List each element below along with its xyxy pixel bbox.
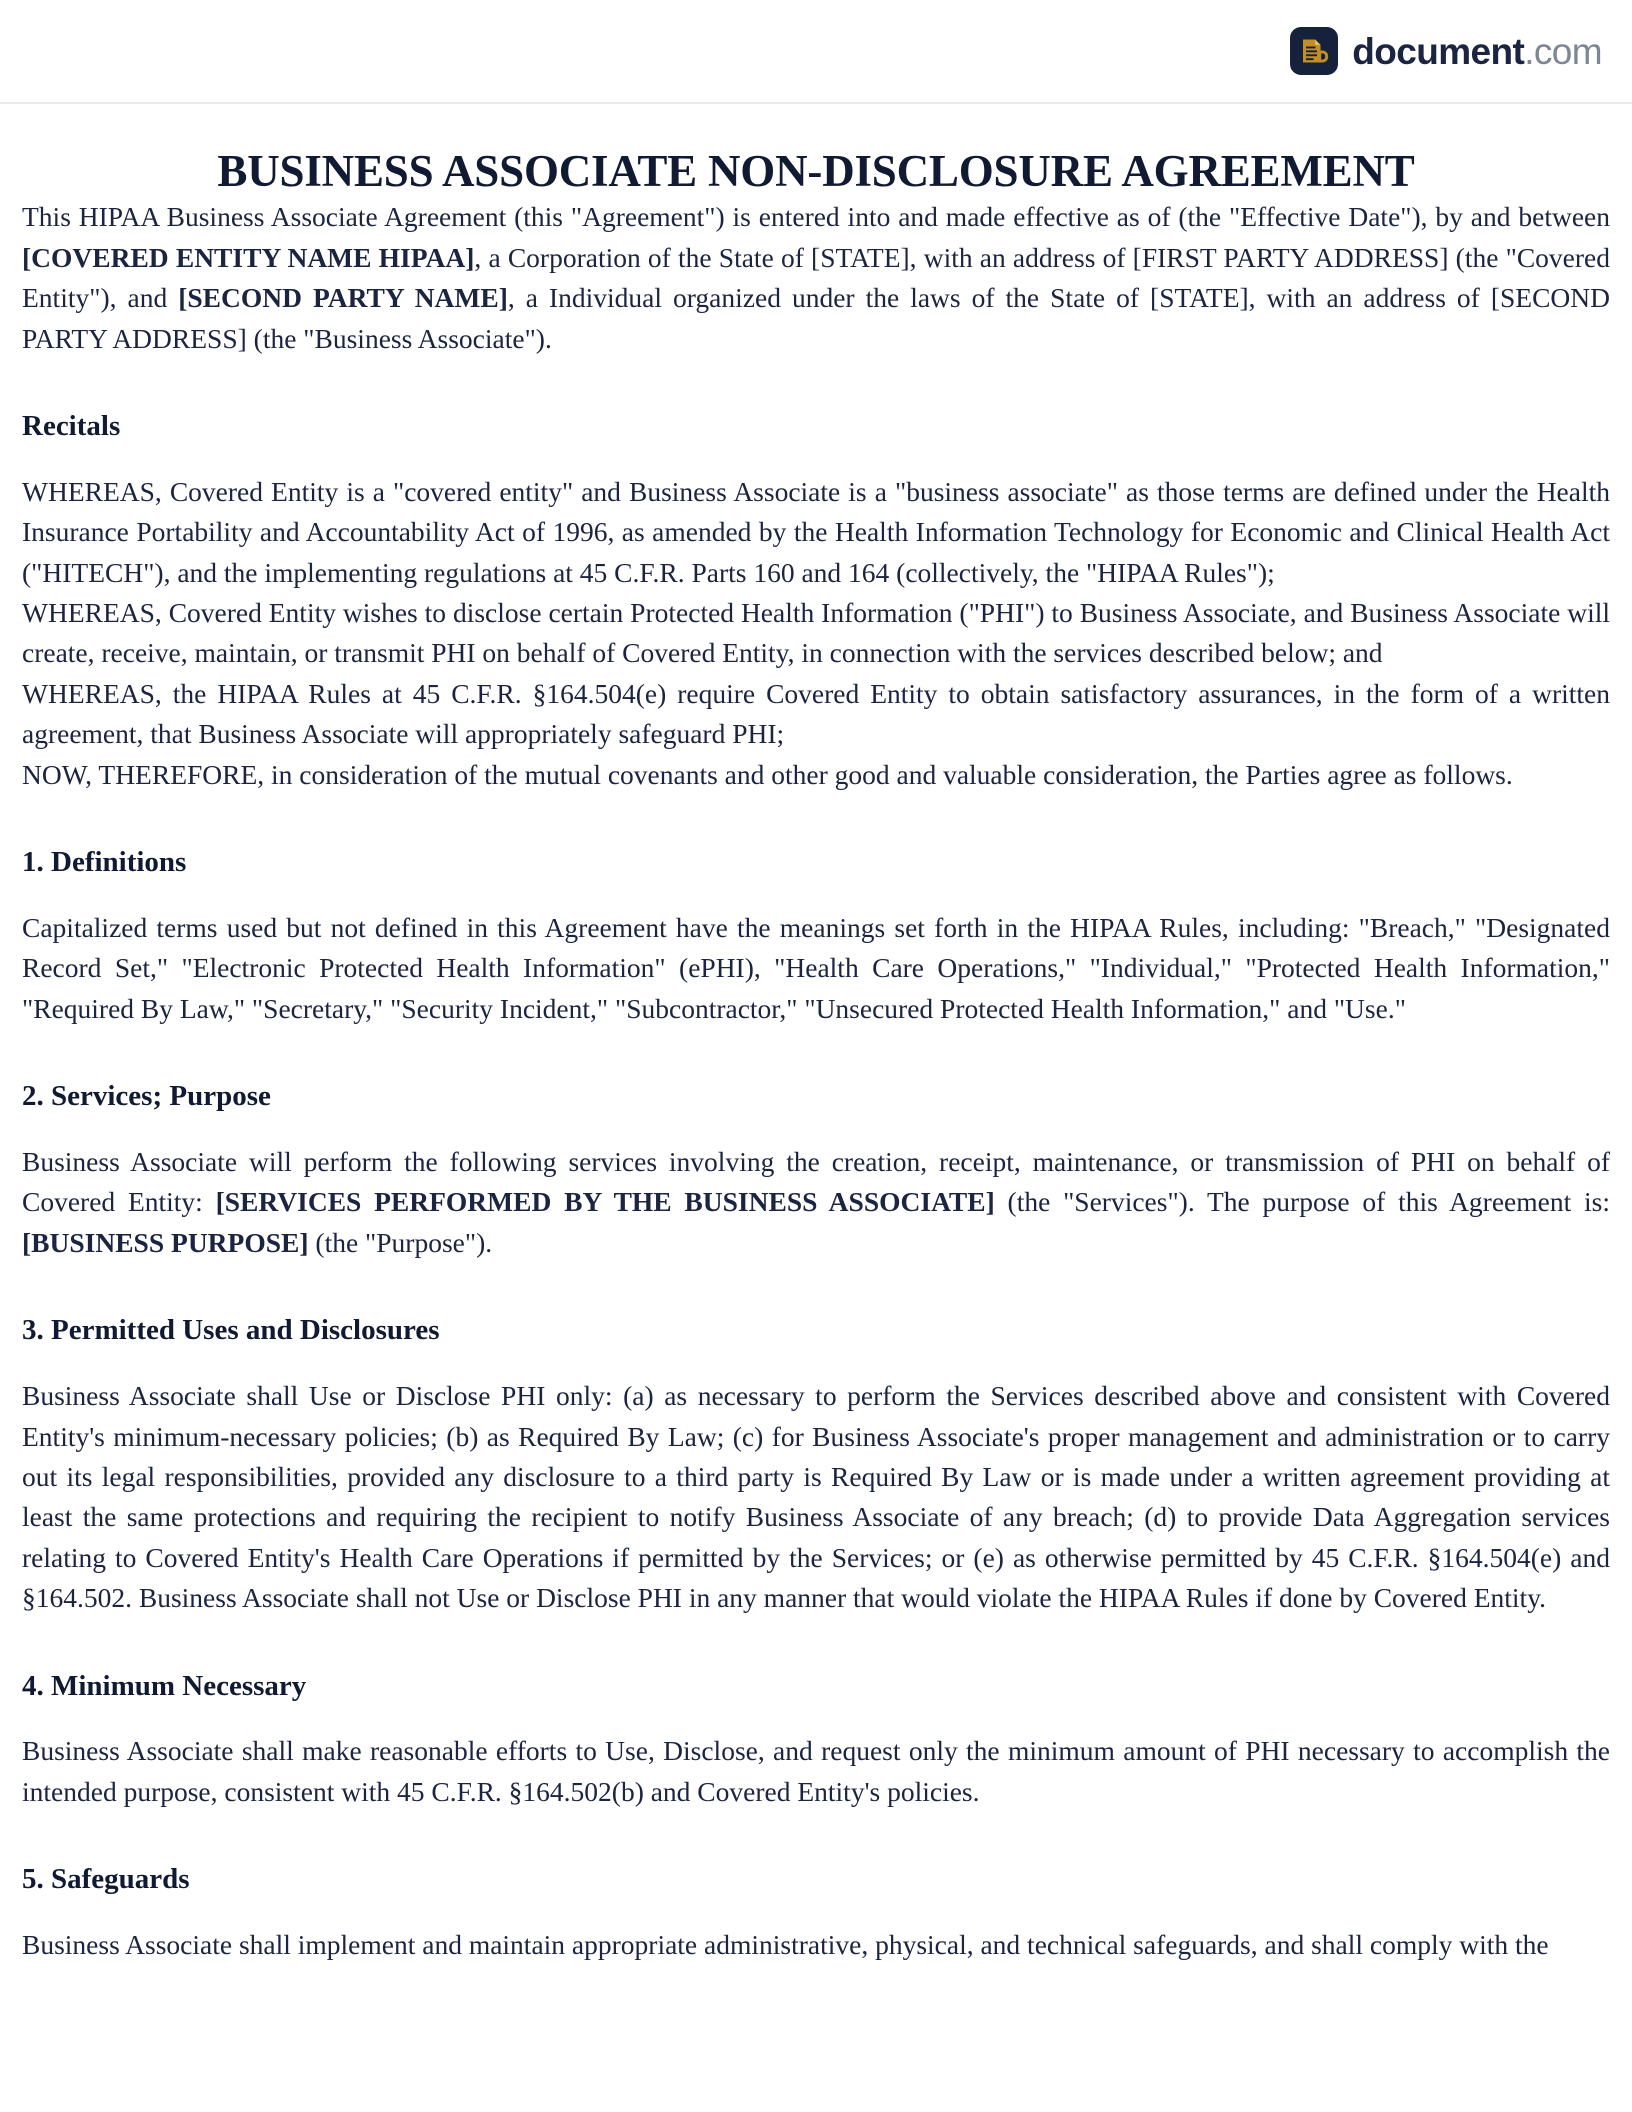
placeholder-second-party-name: [SECOND PARTY NAME]	[178, 282, 508, 314]
recital-paragraph-1: WHEREAS, Covered Entity is a "covered entity" and Business Associate is a "business associate" as those terms are defined under the Health Insurance Portability and Accountability Act of 1996, as amended by the Health Information Technology for Economic and Clinical Health Act ("HITECH"), and the implementing regulations at 45 C.F.R. Parts 160 and 164 (collectively, the "HIPAA Rules");	[22, 475, 1610, 588]
placeholder-business-purpose: [BUSINESS PURPOSE]	[22, 1226, 309, 1258]
section-body-permitted-uses: Business Associate shall Use or Disclose PHI only: (a) as necessary to perform the Services described above and consistent with Covered Entity's minimum-necessary policies; (b) as Required By Law; (c) for Business Associate's proper management and administration or to carry out its legal responsibilities, provided any disclosure to a third party is Required By Law or is made under a written agreement providing at least the same protections and requiring the recipient to notify Business Associate of any breach; (d) to provide Data Aggregation services relating to Covered Entity's Health Care Operations if permitted by the Services; or (e) as otherwise permitted by 45 C.F.R. §164.504(e) and §164.502. Business Associate shall not Use or Disclose PHI in any manner that would violate the HIPAA Rules if done by Covered Entity.	[22, 1380, 1610, 1614]
intro-part2: , a Corporation of the State of [STATE], with an address of [FIRST PARTY ADDRESS] (the "Covered Entity"), and	[22, 241, 1610, 314]
intro-part1: This HIPAA Business Associate Agreement (this "Agreement") is entered into and made effective as of (the "Effective Date"), by and between	[22, 201, 1610, 233]
page-title: BUSINESS ASSOCIATE NON-DISCLOSURE AGREEMENT	[217, 146, 1415, 196]
brand-logo[interactable]	[1290, 27, 1606, 75]
section-heading-definitions: 1. Definitions	[22, 846, 187, 879]
recital-paragraph-3: WHEREAS, the HIPAA Rules at 45 C.F.R. §164.504(e) require Covered Entity to obtain satisfactory assurances, in the form of a written agreement, that Business Associate will appropriately safeguard PHI;	[22, 677, 1610, 750]
intro-part3: , a Individual organized under the laws of the State of [STATE], with an address of [SECOND PARTY ADDRESS] (the "Business Associate").	[22, 282, 1610, 354]
site-header	[0, 0, 1632, 104]
placeholder-services-performed: [SERVICES PERFORMED BY THE BUSINESS ASSOCIATE]	[215, 1186, 995, 1218]
brand-tld: .com	[1524, 30, 1602, 72]
section-heading-safeguards: 5. Safeguards	[22, 1863, 190, 1896]
now-therefore-paragraph: NOW, THEREFORE, in consideration of the mutual covenants and other good and valuable consideration, the Parties agree as follows.	[22, 758, 1513, 790]
section-heading-permitted-uses: 3. Permitted Uses and Disclosures	[22, 1314, 440, 1347]
placeholder-covered-entity-name: [COVERED ENTITY NAME HIPAA]	[22, 241, 475, 273]
section-heading-minimum-necessary: 4. Minimum Necessary	[22, 1669, 307, 1702]
brand-wordmark	[1352, 30, 1602, 72]
intro-paragraph	[22, 197, 1610, 359]
section-body-minimum-necessary: Business Associate shall make reasonable efforts to Use, Disclose, and request only the minimum amount of PHI necessary to accomplish the intended purpose, consistent with 45 C.F.R. §164.502(b) and Covered Entity's policies.	[22, 1735, 1610, 1807]
document-content	[0, 146, 1632, 2005]
services-part3: (the "Purpose").	[308, 1226, 493, 1258]
brand-name: document	[1352, 30, 1525, 72]
section-heading-recitals: Recitals	[22, 409, 121, 442]
section-body-services-purpose	[22, 1142, 1610, 1263]
services-part1: Business Associate will perform the following services involving the creation, receipt, maintenance, or transmission of PHI on behalf of Covered Entity:	[22, 1146, 1610, 1218]
services-part2: (the "Services"). The purpose of this Agreement is:	[994, 1186, 1610, 1218]
section-body-definitions: Capitalized terms used but not defined in this Agreement have the meanings set forth in the HIPAA Rules, including: "Breach," "Designated Record Set," "Electronic Protected Health Information" (ePHI), "Health Care Operations," "Individual," "Protected Health Information," "Required By Law," "Secretary," "Security Incident," "Subcontractor," "Unsecured Protected Health Information," and "Use."	[22, 911, 1610, 1024]
document-logo-icon	[1290, 27, 1338, 75]
section-heading-services-purpose: 2. Services; Purpose	[22, 1080, 271, 1113]
recital-paragraph-2: WHEREAS, Covered Entity wishes to disclose certain Protected Health Information ("PHI") to Business Associate, and Business Associate will create, receive, maintain, or transmit PHI on behalf of Covered Entity, in connection with the services described below; and	[22, 597, 1610, 669]
section-body-safeguards: Business Associate shall implement and maintain appropriate administrative, physical, and technical safeguards, and shall comply with the	[22, 1929, 1549, 1961]
